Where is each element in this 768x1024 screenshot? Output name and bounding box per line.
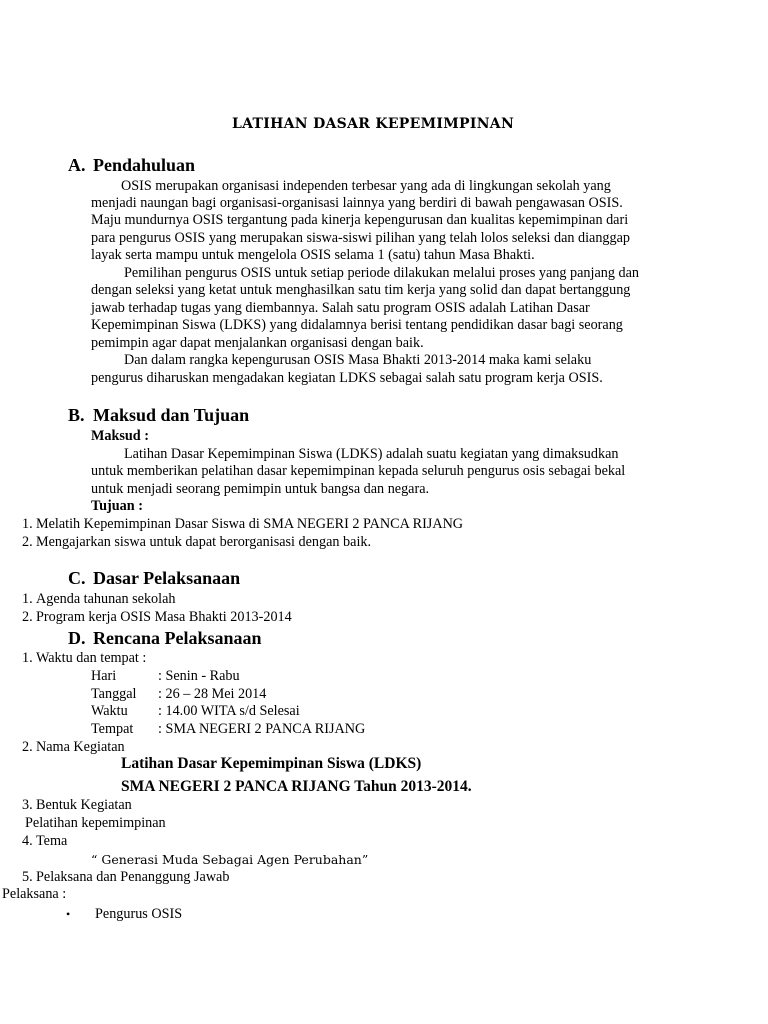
paragraph-line: Latihan Dasar Kepemimpinan Siswa (LDKS) adalah suatu kegiatan yang dimaksudkan <box>124 446 619 462</box>
detail-value-tempat: : SMA NEGERI 2 PANCA RIJANG <box>158 721 366 737</box>
paragraph-line: jawab terhadap tugas yang diembannya. Salah satu program OSIS adalah Latihan Dasar <box>91 300 590 316</box>
pelaksana-label: Pelaksana : <box>2 886 67 902</box>
list-item: Mengajarkan siswa untuk dapat berorganisasi dengan baik. <box>36 534 372 550</box>
list-item: Tema <box>36 833 68 849</box>
bentuk-value: Pelatihan kepemimpinan <box>25 815 166 831</box>
list-item: Melatih Kepemimpinan Dasar Siswa di SMA NEGERI 2 PANCA RIJANG <box>36 516 464 532</box>
bullet-item: Pengurus OSIS <box>95 906 183 922</box>
paragraph-line: Dan dalam rangka kepengurusan OSIS Masa Bhakti 2013-2014 maka kami selaku <box>124 352 592 368</box>
paragraph-line: OSIS merupakan organisasi independen terbesar yang ada di lingkungan sekolah yang <box>121 178 611 194</box>
paragraph-line: menjadi naungan bagi organisasi-organisasi lainnya yang berdiri di bawah pengawasan OSIS. <box>91 195 623 211</box>
paragraph-line: layak serta mampu untuk mengelola OSIS selama 1 (satu) tahun Masa Bhakti. <box>91 247 535 263</box>
tujuan-label: Tujuan : <box>91 498 143 514</box>
detail-value-waktu: : 14.00 WITA s/d Selesai <box>158 703 300 719</box>
list-number: 1. <box>22 516 33 532</box>
list-item: Program kerja OSIS Masa Bhakti 2013-2014 <box>36 609 292 625</box>
paragraph-line: Kepemimpinan Siswa (LDKS) yang didalamnya berisi tentang pendidikan dasar bagi seorang <box>91 317 623 333</box>
detail-label-waktu: Waktu <box>91 703 128 719</box>
detail-label-tanggal: Tanggal <box>91 686 137 702</box>
list-number: 2. <box>22 609 33 625</box>
detail-value-hari: : Senin - Rabu <box>158 668 240 684</box>
list-number: 5. <box>22 869 33 885</box>
detail-label-tempat: Tempat <box>91 721 134 737</box>
paragraph-line: para pengurus OSIS yang merupakan siswa-siswi pilihan yang telah lolos seleksi dan dianggap <box>91 230 631 246</box>
section-b-heading: Maksud dan Tujuan <box>93 405 250 425</box>
paragraph-line: dengan seleksi yang ketat untuk menghasilkan satu tim kerja yang solid dan dapat bertanggung <box>91 282 631 298</box>
tema-value: “ Generasi Muda Sebagai Agen Perubahan” <box>91 852 369 867</box>
list-number: 3. <box>22 797 33 813</box>
list-item: Pelaksana dan Penanggung Jawab <box>36 869 230 885</box>
detail-label-hari: Hari <box>91 668 117 684</box>
list-number: 1. <box>22 650 33 666</box>
section-a-letter: A. <box>68 155 86 175</box>
section-b-letter: B. <box>68 405 85 425</box>
paragraph-line: untuk memberikan pelatihan dasar kepemimpinan kepada seluruh pengurus osis sebagai bekal <box>91 463 626 479</box>
section-a-heading: Pendahuluan <box>93 155 196 175</box>
section-c-letter: C. <box>68 568 86 588</box>
list-number: 2. <box>22 534 33 550</box>
paragraph-line: untuk menjadi seorang pemimpin untuk bangsa dan negara. <box>91 481 430 497</box>
section-d-heading: Rencana Pelaksanaan <box>93 628 262 648</box>
detail-value-tanggal: : 26 – 28 Mei 2014 <box>158 686 267 702</box>
page-title: LATIHAN DASAR KEPEMIMPINAN <box>232 116 515 132</box>
bullet-icon: • <box>66 907 71 921</box>
list-item: Nama Kegiatan <box>36 739 125 755</box>
list-item: Bentuk Kegiatan <box>36 797 132 813</box>
section-c-heading: Dasar Pelaksanaan <box>93 568 241 588</box>
list-number: 4. <box>22 833 33 849</box>
paragraph-line: pemimpin agar dapat menjalankan organisasi dengan baik. <box>91 335 424 351</box>
paragraph-line: Maju mundurnya OSIS tergantung pada kinerja kepengurusan dan kualitas kepemimpinan dari <box>91 212 629 228</box>
list-item: Agenda tahunan sekolah <box>36 591 176 607</box>
kegiatan-name-line2: SMA NEGERI 2 PANCA RIJANG Tahun 2013-2014. <box>121 778 472 795</box>
kegiatan-name-line1: Latihan Dasar Kepemimpinan Siswa (LDKS) <box>121 755 422 772</box>
list-number: 1. <box>22 591 33 607</box>
maksud-label: Maksud : <box>91 428 149 444</box>
paragraph-line: pengurus diharuskan mengadakan kegiatan LDKS sebagai salah satu program kerja OSIS. <box>91 370 603 386</box>
paragraph-line: Pemilihan pengurus OSIS untuk setiap periode dilakukan melalui proses yang panjang dan <box>124 265 639 281</box>
section-d-letter: D. <box>68 628 86 648</box>
list-item: Waktu dan tempat : <box>36 650 147 666</box>
list-number: 2. <box>22 739 33 755</box>
